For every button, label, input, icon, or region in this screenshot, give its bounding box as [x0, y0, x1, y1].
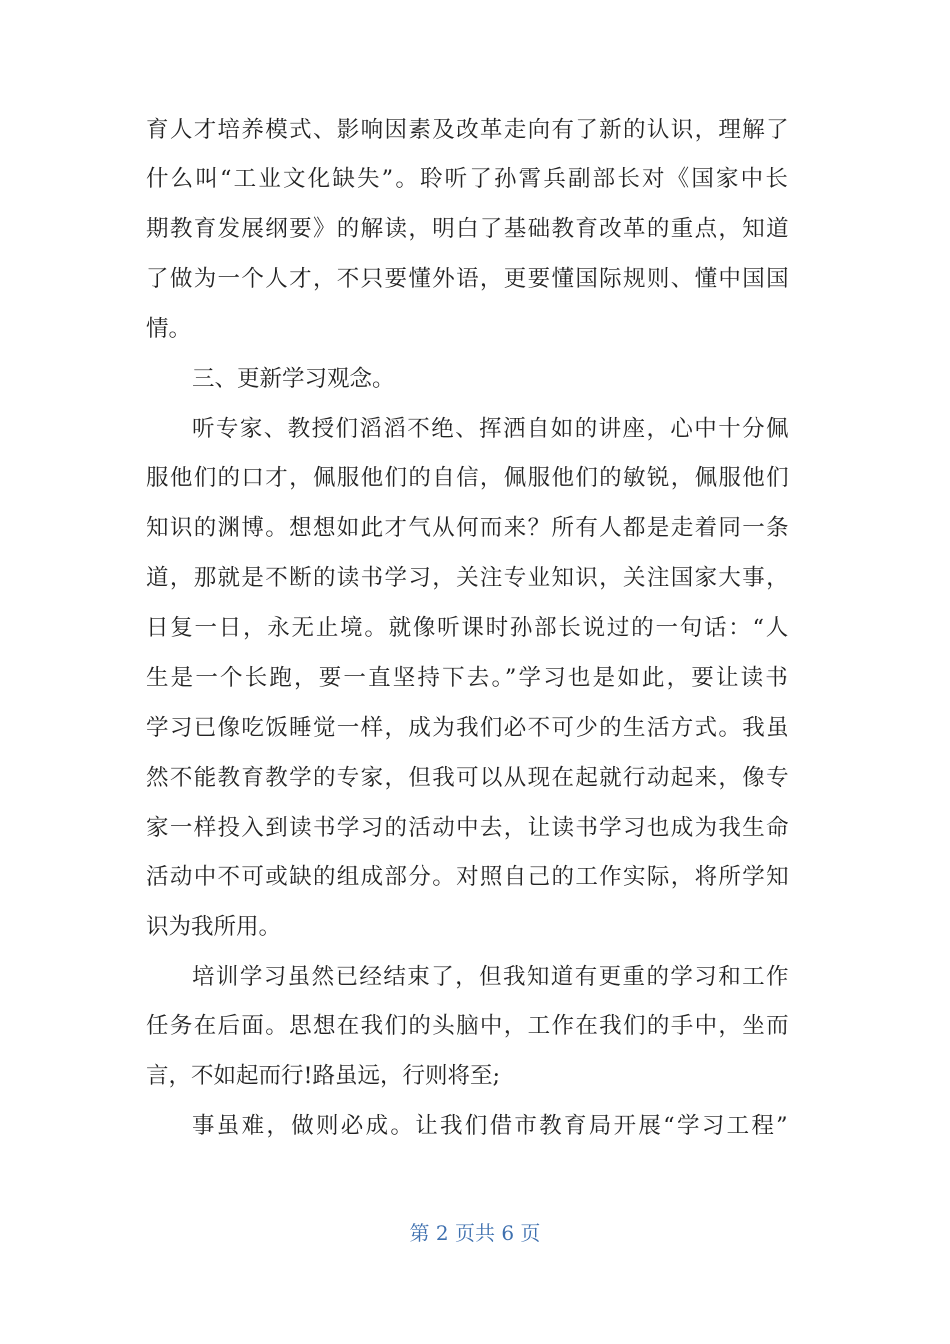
text-line: 然不能教育教学的专家，但我可以从现在起就行动起来，像专	[146, 765, 790, 791]
text-line: 言，不如起而行!路虽远，行则将至;	[146, 1063, 501, 1089]
text-line: 学习已像吃饭睡觉一样，成为我们必不可少的生活方式。我虽	[146, 715, 790, 741]
text-line: 识为我所用。	[146, 914, 282, 940]
text-line: 任务在后面。思想在我们的头脑中，工作在我们的手中，坐而	[146, 1013, 790, 1039]
text-line: 活动中不可或缺的组成部分。对照自己的工作实际，将所学知	[146, 864, 790, 890]
section-heading: 三、更新学习观念。	[192, 366, 395, 392]
text-line: 情。	[146, 316, 192, 342]
text-line: 知识的渊博。想想如此才气从何而来？所有人都是走着同一条	[146, 515, 790, 541]
text-line: 了做为一个人才，不只要懂外语，更要懂国际规则、懂中国国	[146, 266, 790, 292]
text-line: 服他们的口才，佩服他们的自信，佩服他们的敏锐，佩服他们	[146, 465, 790, 491]
text-line: 日复一日，永无止境。就像听课时孙部长说过的一句话：“人	[146, 615, 790, 641]
text-line: 期教育发展纲要》的解读，明白了基础教育改革的重点，知道	[146, 216, 790, 242]
text-line: 道，那就是不断的读书学习，关注专业知识，关注国家大事，	[146, 565, 790, 591]
text-line: 家一样投入到读书学习的活动中去，让读书学习也成为我生命	[146, 815, 790, 841]
text-line: 事虽难，做则必成。让我们借市教育局开展“学习工程”	[192, 1113, 790, 1139]
text-line: 培训学习虽然已经结束了，但我知道有更重的学习和工作	[192, 964, 790, 990]
text-line: 听专家、教授们滔滔不绝、挥洒自如的讲座，心中十分佩	[192, 416, 790, 442]
page-footer: 第 2 页共 6 页	[409, 1221, 541, 1245]
text-line: 什么叫“工业文化缺失”。聆听了孙霄兵副部长对《国家中长	[146, 166, 790, 192]
text-line: 生是一个长跑，要一直坚持下去。”学习也是如此，要让读书	[146, 665, 790, 691]
text-line: 育人才培养模式、影响因素及改革走向有了新的认识，理解了	[146, 117, 790, 143]
